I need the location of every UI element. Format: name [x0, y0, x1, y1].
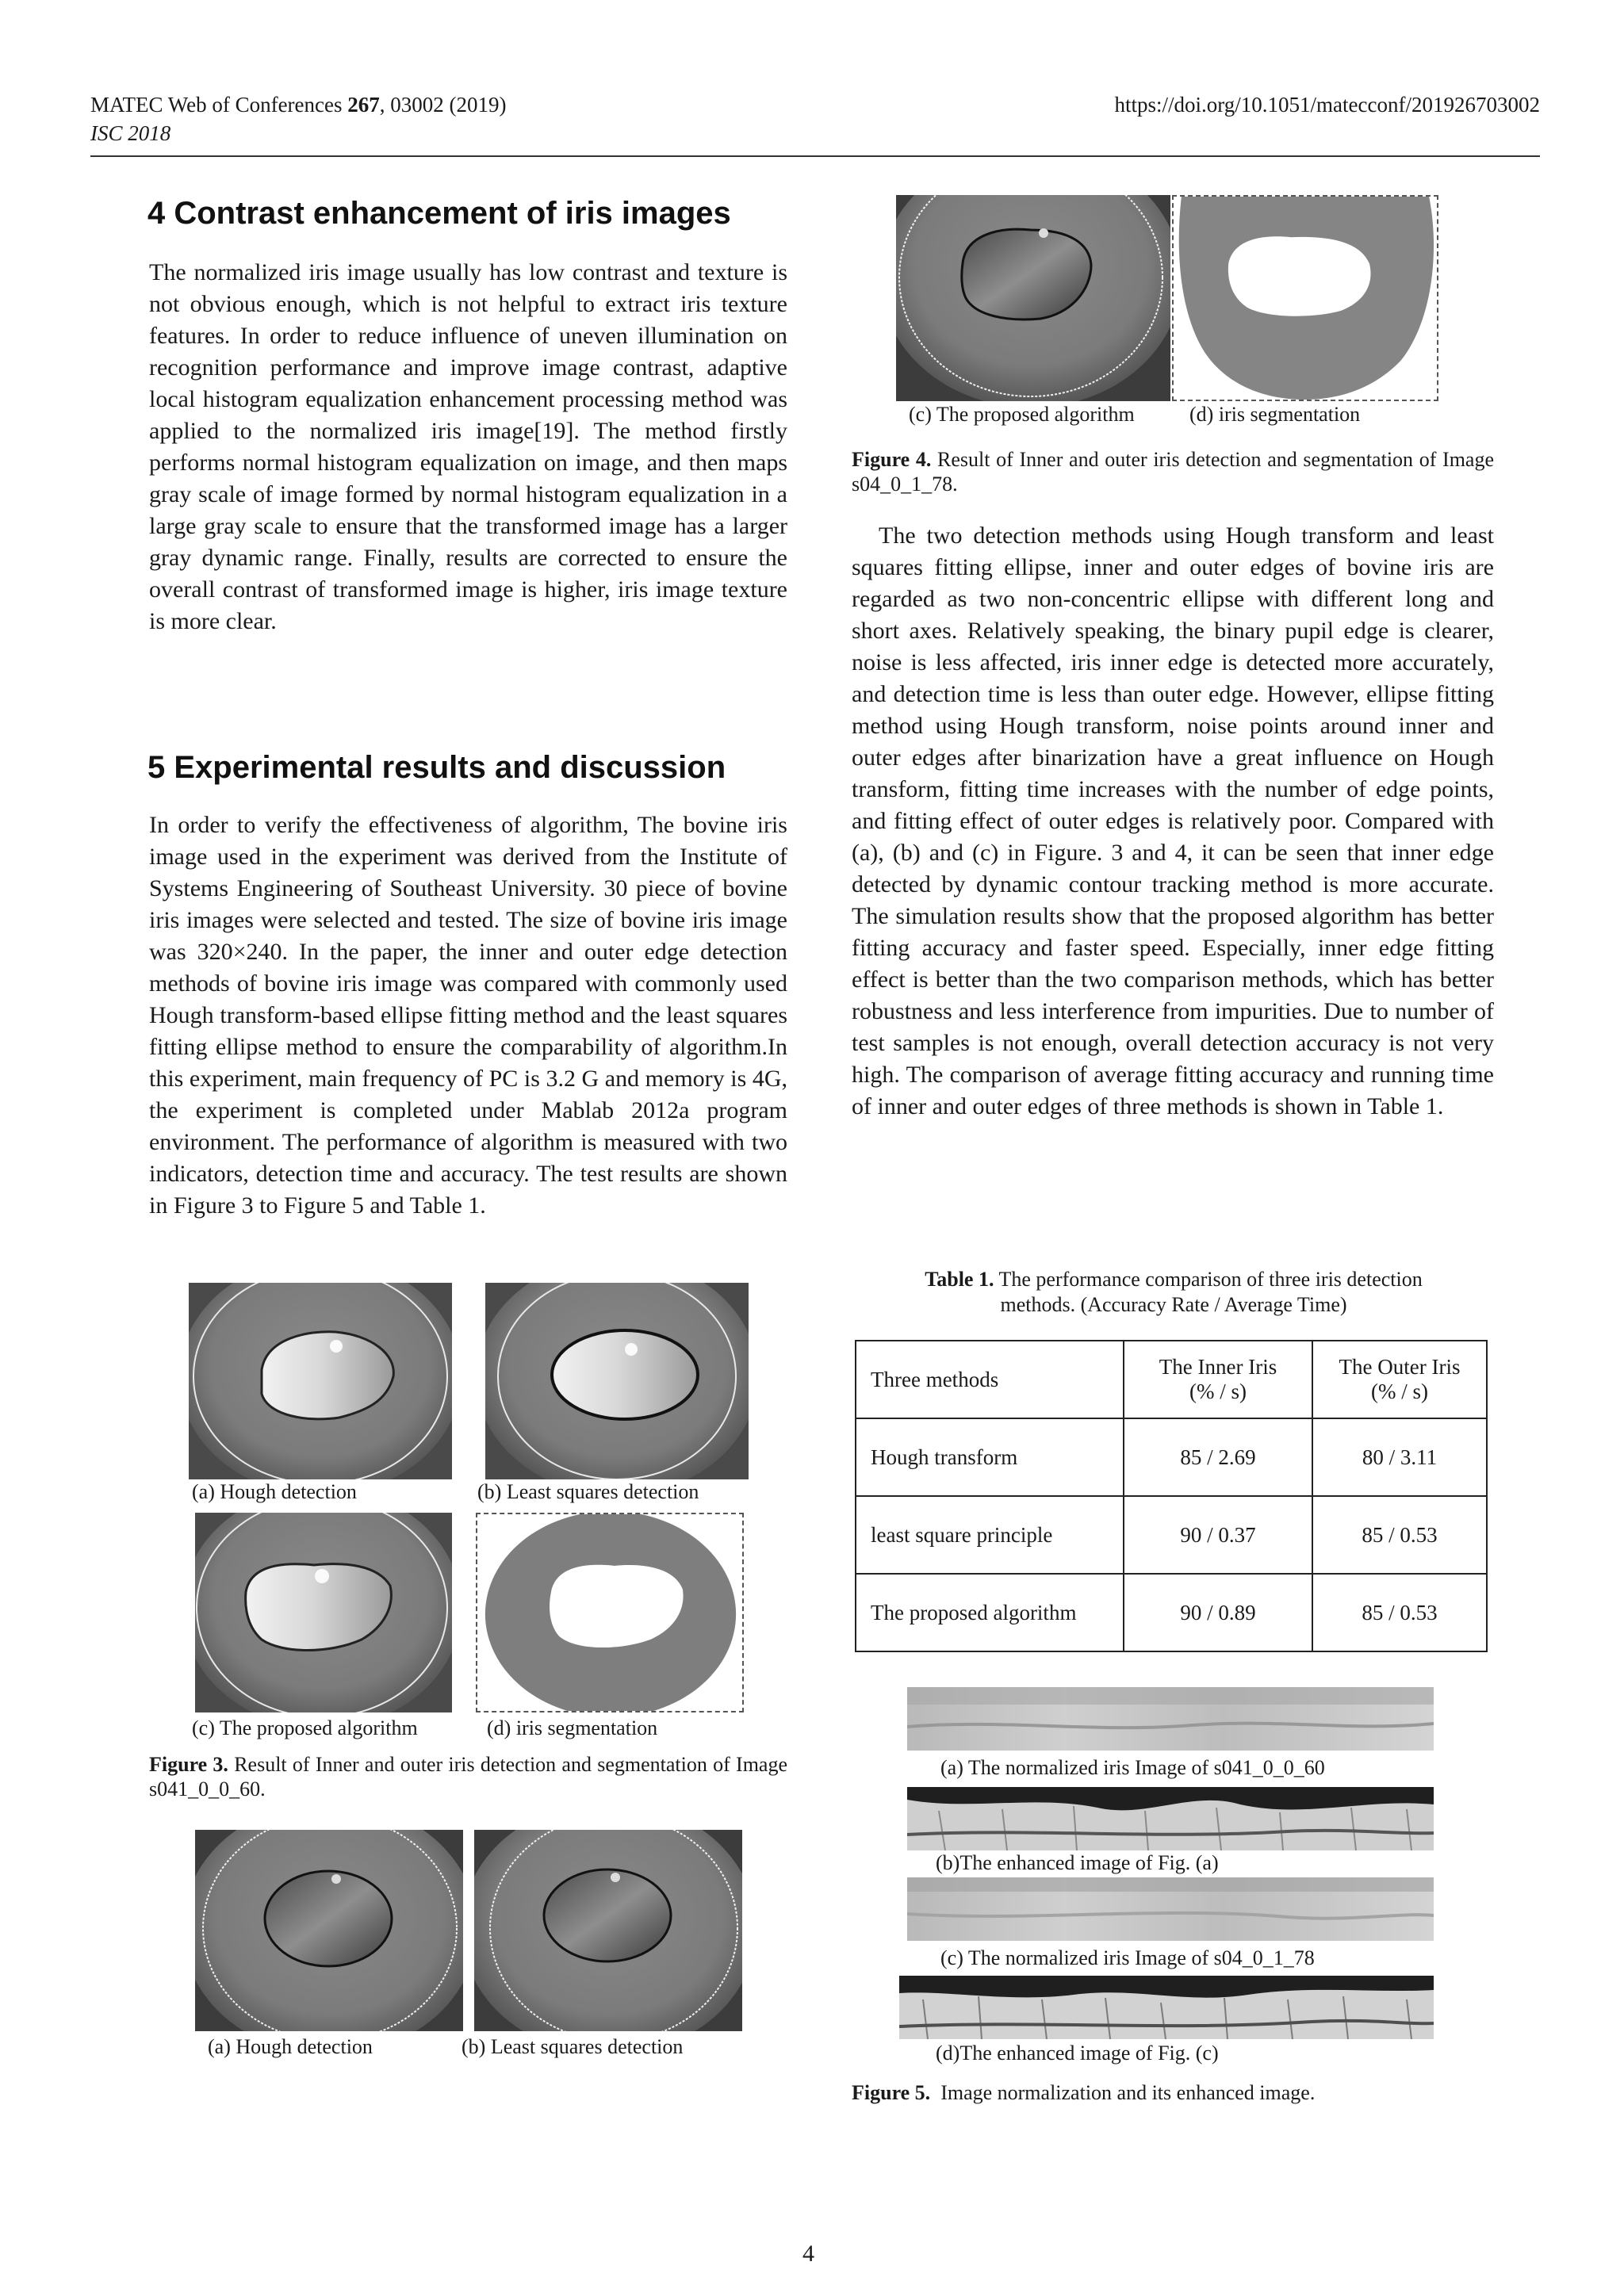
- table-header-methods: Three methods: [856, 1341, 1124, 1418]
- table-cell-inner: 90 / 0.89: [1124, 1574, 1312, 1651]
- running-header-journal: MATEC Web of Conferences 267, 03002 (2019): [90, 93, 507, 117]
- table-cell-method: Hough transform: [856, 1418, 1124, 1496]
- figure-3-caption: Figure 3. Result of Inner and outer iris detection and segmentation of Image s041_0_0_60.: [149, 1753, 787, 1800]
- fig5c-caption: (c) The normalized iris Image of s04_0_1_78: [940, 1946, 1315, 1969]
- table-cell-method: The proposed algorithm: [856, 1574, 1124, 1651]
- fig4c-caption: (c) The proposed algorithm: [909, 403, 1135, 426]
- section-4-body: The normalized iris image usually has low contrast and texture is not obvious enough, which is not helpful to extract iris texture features. In order to reduce influence of uneven illumination on recognition performance and improve image contrast, adaptive local histogram equalization enhancement processing method was applied to the normalized iris image[19]. The method firstly performs normal histogram equalization on image, and then maps gray scale of image formed by normal histogram equalization in a large gray scale to ensure that the transformed image has a larger gray dynamic range. Finally, results are corrected to ensure the overall contrast of transformed image is higher, iris image texture is more clear.: [149, 259, 787, 634]
- fig3b-least-squares-image: [485, 1283, 749, 1479]
- fig5a-caption: (a) The normalized iris Image of s041_0_0_60: [940, 1756, 1325, 1779]
- discussion-body: The two detection methods using Hough transform and least squares fitting ellipse, inner and outer edges of bovine iris are regarded as two non-concentric ellipse with different long and short axes. Relatively speaking, the binary pupil edge is clearer, noise is less affected, iris inner edge is detected more accurately, and detection time is less than outer edge. However, ellipse fitting method using Hough transform, noise points around inner and outer edges after binarization have a great influence on Hough transform, fitting time increases with the number of edge points, and fitting effect of outer edges is relatively poor. Compared with (a), (b) and (c) in Figure. 3 and 4, it can be seen that inner edge detected by dynamic contour tracking method is more accurate. The simulation results show that the proposed algorithm has better fitting accuracy and faster speed. Especially, inner edge fitting effect is better than the two comparison methods, which has better robustness and less interference from impurities. Due to number of test samples is not enough, overall detection accuracy is not very high. The comparison of average fitting accuracy and running time of inner and outer edges of three methods is shown in Table 1.: [852, 522, 1494, 1119]
- fig3c-proposed-algorithm-image: [195, 1513, 452, 1712]
- fig5d-enhanced-image: [899, 1976, 1434, 2039]
- table-row: [856, 1574, 1487, 1651]
- fig5a-normalized-image: [907, 1687, 1434, 1751]
- table-header-outer: The Outer Iris (% / s): [1312, 1341, 1487, 1418]
- fig4b-caption: (b) Least squares detection: [462, 2035, 684, 2058]
- fig4d-caption: (d) iris segmentation: [1189, 403, 1361, 426]
- fig5b-caption: (b)The enhanced image of Fig. (a): [936, 1851, 1219, 1874]
- running-header-conference: ISC 2018: [90, 121, 171, 145]
- fig5b-enhanced-image: [907, 1787, 1434, 1850]
- doi-link[interactable]: https://doi.org/10.1051/matecconf/201926703002: [1114, 93, 1540, 117]
- table-cell-outer: 80 / 3.11: [1312, 1418, 1487, 1496]
- fig3c-caption: (c) The proposed algorithm: [192, 1716, 418, 1739]
- table-header-row: [856, 1341, 1487, 1418]
- table-cell-inner: 85 / 2.69: [1124, 1418, 1312, 1496]
- fig4b-least-squares-image: [474, 1830, 742, 2031]
- header-rule: [90, 155, 1540, 157]
- fig4c-proposed-algorithm-image: [896, 195, 1170, 401]
- fig3d-caption: (d) iris segmentation: [487, 1716, 658, 1739]
- fig3d-iris-segmentation-image: [476, 1513, 744, 1712]
- fig4a-hough-detection-image: [195, 1830, 463, 2031]
- section-4-title: 4 Contrast enhancement of iris images: [147, 196, 731, 231]
- fig5c-normalized-image: [907, 1877, 1434, 1941]
- fig3a-caption: (a) Hough detection: [192, 1480, 357, 1503]
- table-header-inner: The Inner Iris (% / s): [1124, 1341, 1312, 1418]
- table-cell-method: least square principle: [856, 1496, 1124, 1574]
- page-number: 4: [802, 2241, 814, 2267]
- section-5-body: In order to verify the effectiveness of algorithm, The bovine iris image used in the experiment was derived from the Institute of Systems Engineering of Southeast University. 30 piece of bovine iris images were selected and tested. The size of bovine iris image was 320×240. In the paper, the inner and outer edge detection methods of bovine iris image was compared with commonly used Hough transform-based ellipse fitting method and the least squares fitting ellipse method to ensure the comparability of algorithm.In this experiment, main frequency of PC is 3.2 G and memory is 4G, the experiment is completed under Mablab 2012a program environment. The performance of algorithm is measured with two indicators, detection time and accuracy. The test results are shown in Figure 3 to Figure 5 and Table 1.: [149, 812, 787, 1219]
- table-row: [856, 1418, 1487, 1496]
- table-cell-outer: 85 / 0.53: [1312, 1496, 1487, 1574]
- performance-table: [855, 1340, 1488, 1652]
- table-cell-inner: 90 / 0.37: [1124, 1496, 1312, 1574]
- fig5d-caption: (d)The enhanced image of Fig. (c): [936, 2042, 1219, 2064]
- figure-5-caption: Figure 5. Image normalization and its enhanced image.: [852, 2081, 1316, 2104]
- fig3b-caption: (b) Least squares detection: [477, 1480, 699, 1503]
- table-cell-outer: 85 / 0.53: [1312, 1574, 1487, 1651]
- figure-4-caption: Figure 4. Result of Inner and outer iris detection and segmentation of Image s04_0_1_78.: [852, 448, 1495, 496]
- table-row: [856, 1496, 1487, 1574]
- section-5-title: 5 Experimental results and discussion: [147, 750, 726, 785]
- fig4a-caption: (a) Hough detection: [208, 2035, 373, 2058]
- table-1-caption: Table 1. The performance comparison of three iris detection methods. (Accuracy Rate / Average Time): [925, 1268, 1423, 1316]
- fig3a-hough-detection-image: [189, 1283, 452, 1479]
- fig4d-iris-segmentation-image: [1172, 195, 1438, 401]
